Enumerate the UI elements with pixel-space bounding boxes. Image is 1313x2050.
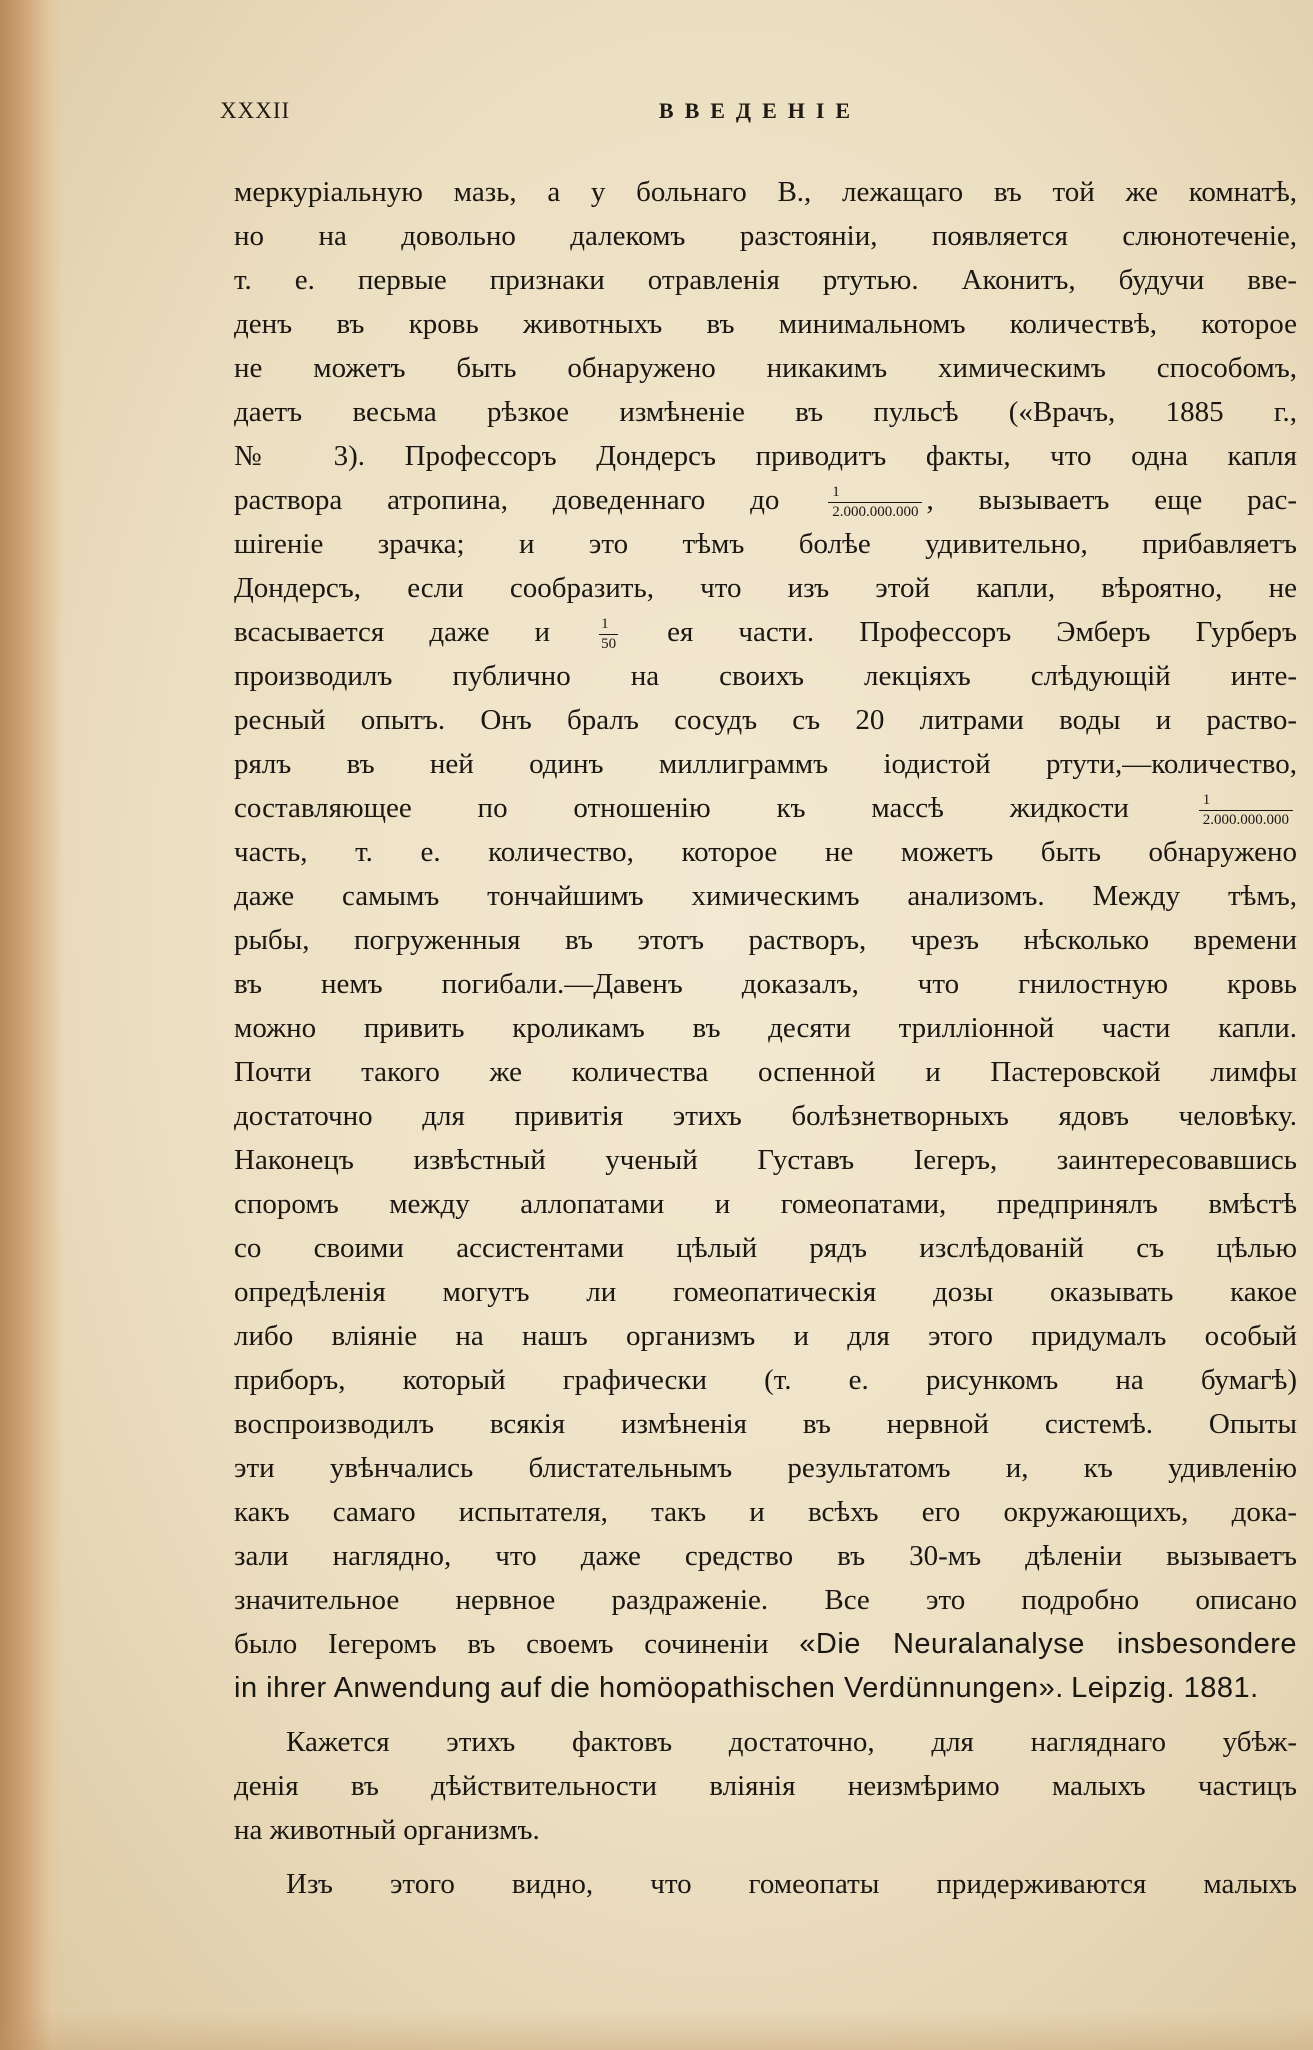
text-segment: , вызываетъ еще рас-: [926, 484, 1297, 516]
text-line: какъ самаго испытателя, такъ и всѣхъ его окружающихъ, дока-: [234, 1496, 1297, 1528]
fraction-denominator: 50: [601, 635, 617, 652]
text-line: Наконецъ извѣстный ученый Густавъ Іегеръ, заинтересовавшись: [234, 1144, 1297, 1176]
text-line: со своими ассистентами цѣлый рядъ изслѣдованій съ цѣлью: [234, 1232, 1297, 1264]
text-line: меркуріальную мазь, а у больнаго В., лежащаго въ той же комнатѣ,: [234, 176, 1297, 208]
text-line: рыбы, погруженныя въ этотъ растворъ, чрезъ нѣсколько времени: [234, 924, 1297, 956]
text-line: даетъ весьма рѣзкое измѣненіе въ пульсѣ («Врачъ, 1885 г.,: [234, 396, 1297, 428]
text-line-with-fraction: [234, 610, 1297, 654]
text-line: часть, т. е. количество, которое не можетъ быть обнаружено: [234, 836, 1297, 868]
text-line: ресный опытъ. Онъ бралъ сосудъ съ 20 литрами воды и раство-: [234, 704, 1297, 736]
text-line: т. е. первые признаки отравленія ртутью. Аконитъ, будучи вве-: [234, 264, 1297, 296]
fraction-numerator: 1: [832, 483, 840, 500]
text-line: споромъ между аллопатами и гомеопатами, предпринялъ вмѣстѣ: [234, 1188, 1297, 1220]
text-line: въ немъ погибали.—Давенъ доказалъ, что гнилостную кровь: [234, 968, 1297, 1000]
fraction: [828, 485, 922, 520]
text-line: но на довольно далекомъ разстояніи, появляется слюнотеченіе,: [234, 220, 1297, 252]
text-line: производилъ публично на своихъ лекціяхъ слѣдующій инте-: [234, 660, 1297, 692]
german-title: «Die Neuralanalyse insbesondere: [799, 1628, 1297, 1660]
text-segment: всасывается даже и: [234, 616, 551, 648]
fraction-numerator: 1: [1202, 791, 1211, 808]
text-line: № 3). Профессоръ Дондерсъ приводитъ факты, что одна капля: [234, 440, 1297, 472]
text-segment: раствора атропина, доведеннаго до: [234, 484, 780, 516]
fraction: [1199, 793, 1293, 828]
running-header: [220, 98, 1300, 132]
page-number: XXXII: [220, 98, 291, 123]
paragraph: [234, 1720, 1297, 1852]
text-line-with-fraction: [234, 786, 1297, 830]
page-edge-shadow: [0, 2010, 1313, 2050]
fraction-denominator: 2.000.000.000: [1199, 810, 1293, 828]
text-line: денія въ дѣйствительности вліянія неизмѣримо малыхъ частицъ: [234, 1770, 1297, 1802]
text-line: приборъ, который графически (т. е. рисункомъ на бумагѣ): [234, 1364, 1297, 1396]
paragraph: [234, 1862, 1297, 1906]
text-line-with-fraction: [234, 478, 1297, 522]
fraction: [599, 617, 618, 652]
running-title: ВВЕДЕНІЕ: [658, 98, 862, 123]
fraction-denominator: 2.000.000.000: [828, 502, 922, 520]
text-line: рялъ въ ней одинъ миллиграммъ іодистой ртути,—количество,: [234, 748, 1297, 780]
text-line: Кажется этихъ фактовъ достаточно, для нагляднаго убѣж-: [286, 1726, 1297, 1758]
text-line: значительное нервное раздраженіе. Все это подробно описано: [234, 1584, 1297, 1616]
text-line: Дондерсъ, если сообразить, что изъ этой капли, вѣроятно, не: [234, 572, 1297, 604]
text-line: достаточно для привитія этихъ болѣзнетворныхъ ядовъ человѣку.: [234, 1100, 1297, 1132]
paragraph-gap: [234, 1852, 1297, 1862]
text-line: [234, 1666, 1297, 1710]
text-line: опредѣленія могутъ ли гомеопатическія дозы оказывать какое: [234, 1276, 1297, 1308]
text-segment: было Іегеромъ въ своемъ сочиненіи: [234, 1628, 769, 1660]
text-line: можно привить кроликамъ въ десяти трилліонной части капли.: [234, 1012, 1297, 1044]
fraction-numerator: 1: [601, 615, 609, 632]
paragraph-gap: [234, 1710, 1297, 1720]
text-line: на животный организмъ.: [234, 1814, 540, 1846]
german-title: in ihrer Anwendung auf die homöopathischen Verdünnungen».: [234, 1672, 1064, 1704]
text-line: шireніе зрачка; и это тѣмъ болѣе удивительно, прибавляетъ: [234, 528, 1297, 560]
text-line: эти увѣнчались блистательнымъ результатомъ и, къ удивленію: [234, 1452, 1297, 1484]
text-line: [234, 1622, 1297, 1666]
text-line: Почти такого же количества оспенной и Пастеровской лимфы: [234, 1056, 1297, 1088]
publication-place: Leipzig. 1881.: [1071, 1672, 1259, 1704]
paragraph: [234, 170, 1297, 1710]
text-line: даже самымъ тончайшимъ химическимъ анализомъ. Между тѣмъ,: [234, 880, 1297, 912]
text-line: Изъ этого видно, что гомеопаты придерживаются малыхъ: [286, 1868, 1297, 1900]
text-line: денъ въ кровь животныхъ въ минимальномъ количествѣ, которое: [234, 308, 1297, 340]
text-line: воспроизводилъ всякія измѣненія въ нервной системѣ. Опыты: [234, 1408, 1297, 1440]
text-line: либо вліяніе на нашъ организмъ и для этого придумалъ особый: [234, 1320, 1297, 1352]
text-segment: ея части. Профессоръ Эмберъ Гурберъ: [667, 616, 1297, 648]
page-gutter: [0, 0, 64, 2050]
body-text: [234, 170, 1297, 1906]
text-line: не можетъ быть обнаружено никакимъ химическимъ способомъ,: [234, 352, 1297, 384]
text-line: зали наглядно, что даже средство въ 30-мъ дѣленіи вызываетъ: [234, 1540, 1297, 1572]
text-segment: составляющее по отношенію къ массѣ жидкости: [234, 792, 1129, 824]
